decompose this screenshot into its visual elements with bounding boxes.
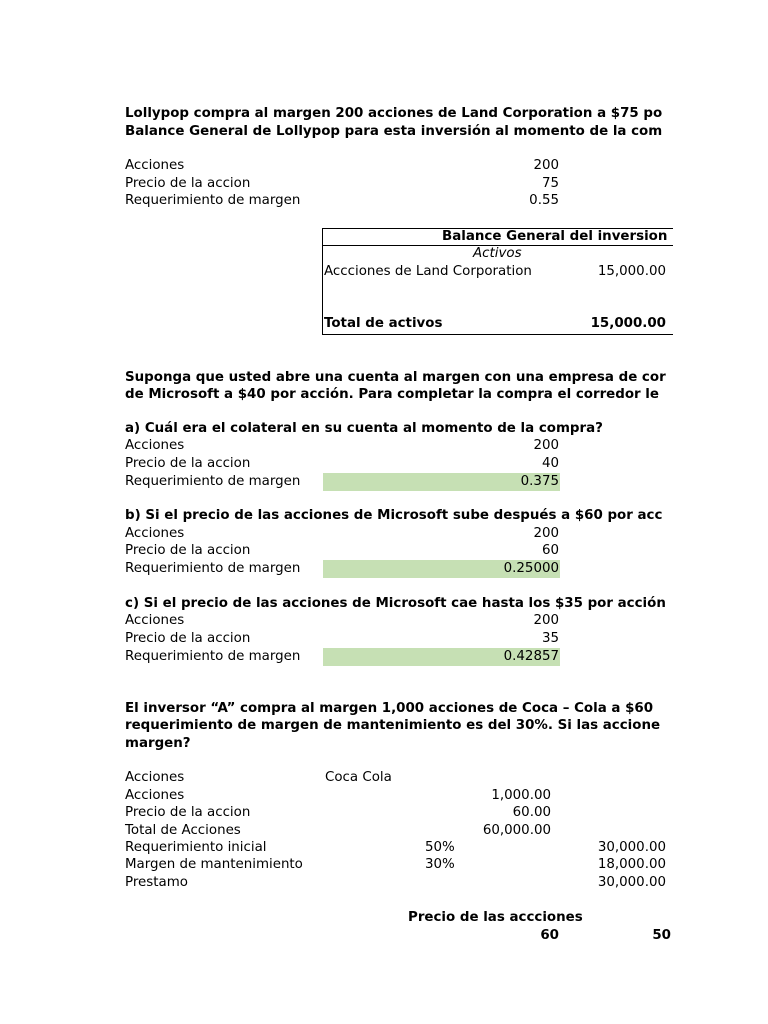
p2c-value-margen: 0.42857 <box>503 649 559 664</box>
p2b-value-precio: 60 <box>541 543 559 558</box>
p2a-value-precio: 40 <box>541 456 559 471</box>
p1-label-margen: Requerimiento de margen <box>125 193 301 208</box>
balance-total-label: Total de activos <box>324 316 443 331</box>
p3-amount-prestamo: 30,000.00 <box>597 875 666 890</box>
p2a-label-acciones: Acciones <box>125 438 185 453</box>
p2c-label-precio: Precio de la accion <box>125 631 251 646</box>
p1-title-line2: Balance General de Lollypop para esta inversión al momento de la com <box>125 124 663 139</box>
p2b-label-margen: Requerimiento de margen <box>125 561 301 576</box>
p2b-label-precio: Precio de la accion <box>125 543 251 558</box>
p2a-value-acciones: 200 <box>533 438 559 453</box>
p3-title-line2: requerimiento de margen de mantenimiento es del 30%. Si las accione <box>125 718 661 733</box>
p3-amount-margen-mant: 18,000.00 <box>597 857 666 872</box>
balance-total-value: 15,000.00 <box>590 316 666 331</box>
p1-label-acciones: Acciones <box>125 158 185 173</box>
p1-value-precio: 75 <box>541 176 559 191</box>
p2b-question: b) Si el precio de las acciones de Microsoft sube después a $60 por acc <box>125 508 663 523</box>
p2a-label-precio: Precio de la accion <box>125 456 251 471</box>
p2c-value-precio: 35 <box>541 631 559 646</box>
p2c-label-acciones: Acciones <box>125 613 185 628</box>
balance-item-value: 15,000.00 <box>597 264 666 279</box>
p3-title-line1: El inversor “A” compra al margen 1,000 acciones de Coca – Cola a $60 <box>125 701 654 716</box>
balance-item-label: Accciones de Land Corporation <box>324 264 532 279</box>
p3-value-total: 60,000.00 <box>482 823 551 838</box>
p3-label-req-inicial: Requerimiento inicial <box>125 840 267 855</box>
p2b-label-acciones: Acciones <box>125 526 185 541</box>
p3-label-precio: Precio de la accion <box>125 805 251 820</box>
p2b-value-acciones: 200 <box>533 526 559 541</box>
p2-title-line2: de Microsoft a $40 por acción. Para completar la compra el corredor le <box>125 387 659 402</box>
p2c-label-margen: Requerimiento de margen <box>125 649 301 664</box>
p1-label-precio: Precio de la accion <box>125 176 251 191</box>
p3-value-acciones: 1,000.00 <box>491 788 551 803</box>
p1-value-acciones: 200 <box>533 158 559 173</box>
p3-label-margen-mant: Margen de mantenimiento <box>125 857 303 872</box>
balance-title: Balance General del inversion <box>442 229 668 244</box>
p2-title-line1: Suponga que usted abre una cuenta al margen con una empresa de cor <box>125 370 666 385</box>
p3-precio-value-60: 60 <box>540 928 559 943</box>
p2c-question: c) Si el precio de las acciones de Microsoft cae hasta los $35 por acción <box>125 596 666 611</box>
balance-subtitle: Activos <box>473 246 522 261</box>
p2a-value-margen: 0.375 <box>520 474 559 489</box>
p1-title-line1: Lollypop compra al margen 200 acciones de Land Corporation a $75 po <box>125 106 663 121</box>
p3-label-prestamo: Prestamo <box>125 875 188 890</box>
p2b-value-margen: 0.25000 <box>503 561 559 576</box>
p1-value-margen: 0.55 <box>529 193 559 208</box>
p3-company-name: Coca Cola <box>325 770 392 785</box>
p2a-label-margen: Requerimiento de margen <box>125 474 301 489</box>
p3-pct-margen-mant: 30% <box>425 857 455 872</box>
p3-label-acciones-company: Acciones <box>125 770 185 785</box>
p3-label-total: Total de Acciones <box>125 823 241 838</box>
p3-amount-req-inicial: 30,000.00 <box>597 840 666 855</box>
p3-precio-header: Precio de las accciones <box>408 910 583 925</box>
p3-title-line3: margen? <box>125 736 191 751</box>
p3-value-precio: 60.00 <box>512 805 551 820</box>
p2a-question: a) Cuál era el colateral en su cuenta al momento de la compra? <box>125 421 603 436</box>
p2c-value-acciones: 200 <box>533 613 559 628</box>
p3-pct-req-inicial: 50% <box>425 840 455 855</box>
p3-label-acciones: Acciones <box>125 788 185 803</box>
p3-precio-value-50: 50 <box>652 928 671 943</box>
